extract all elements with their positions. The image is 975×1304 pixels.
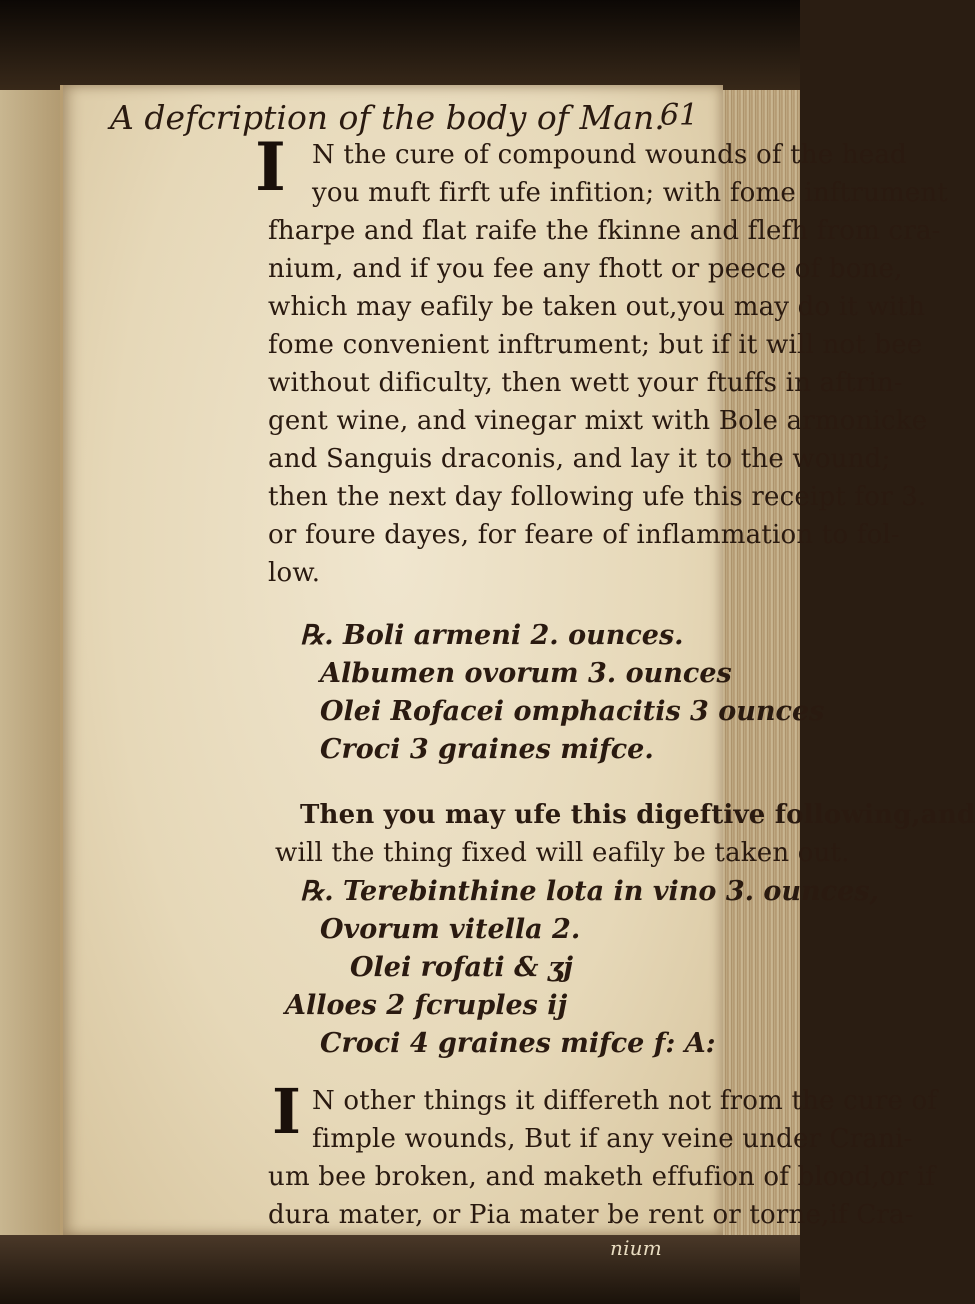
top-shadow [0, 0, 800, 95]
drop-cap: I [255, 128, 286, 206]
facing-page-edge [0, 90, 60, 1240]
text-line: will the thing fixed will eafily be taken out. [275, 838, 850, 868]
running-header: A defcription of the body of Man. [110, 98, 665, 137]
text-line: you muft firft ufe infition; with fome inftrument [312, 178, 948, 208]
text-line: Then you may ufe this digeftive following,and [300, 800, 975, 830]
text-line: fome convenient inftrument; but if it will not bee [268, 330, 923, 360]
text-line: gent wine, and vinegar mixt with Bole armonicke [268, 406, 928, 436]
text-line: um bee broken, and maketh effufion of blood,or if [268, 1162, 936, 1192]
recipe-line: Olei rofati & ʒj [350, 952, 573, 983]
text-line: then the next day following ufe this receipt for 3. [268, 482, 927, 512]
text-line: fimple wounds, But if any veine under Crani- [312, 1124, 913, 1154]
recipe-line: Croci 3 graines mifce. [320, 734, 654, 765]
text-line: low. [268, 558, 321, 588]
catchword: nium [610, 1236, 662, 1260]
drop-cap: I [272, 1075, 302, 1148]
recipe-line: ℞. Boli armeni 2. ounces. [300, 620, 684, 651]
text-line: and Sanguis draconis, and lay it to the wound; [268, 444, 891, 474]
text-line: dura mater, or Pia mater be rent or torne,if Cra- [268, 1200, 914, 1230]
text-line: without dificulty, then wett your ftuffs in aftrin- [268, 368, 903, 398]
text-line: N the cure of compound wounds of the head [312, 140, 907, 170]
recipe-line: Alloes 2 fcruples ij [285, 990, 568, 1021]
recipe-line: ℞. Terebinthine lota in vino 3. ounces, [300, 876, 879, 907]
recipe-line: Albumen ovorum 3. ounces [320, 658, 732, 689]
recipe-line: Olei Rofacei omphacitis 3 ounces [320, 696, 825, 727]
text-line: which may eafily be taken out,you may do it with [268, 292, 926, 322]
text-line: N other things it differeth not from the cure of [312, 1086, 938, 1116]
text-line: nium, and if you fee any fhott or peece of bone, [268, 254, 903, 284]
bottom-shadow [0, 1235, 800, 1304]
text-line: fharpe and flat raife the fkinne and flefh from cra- [268, 216, 941, 246]
recipe-line: Croci 4 graines mifce f: A: [320, 1028, 716, 1059]
text-line: or foure dayes, for feare of inflammation to fol- [268, 520, 900, 550]
recipe-line: Ovorum vitella 2. [320, 914, 581, 945]
page-number: 61 [660, 98, 699, 133]
